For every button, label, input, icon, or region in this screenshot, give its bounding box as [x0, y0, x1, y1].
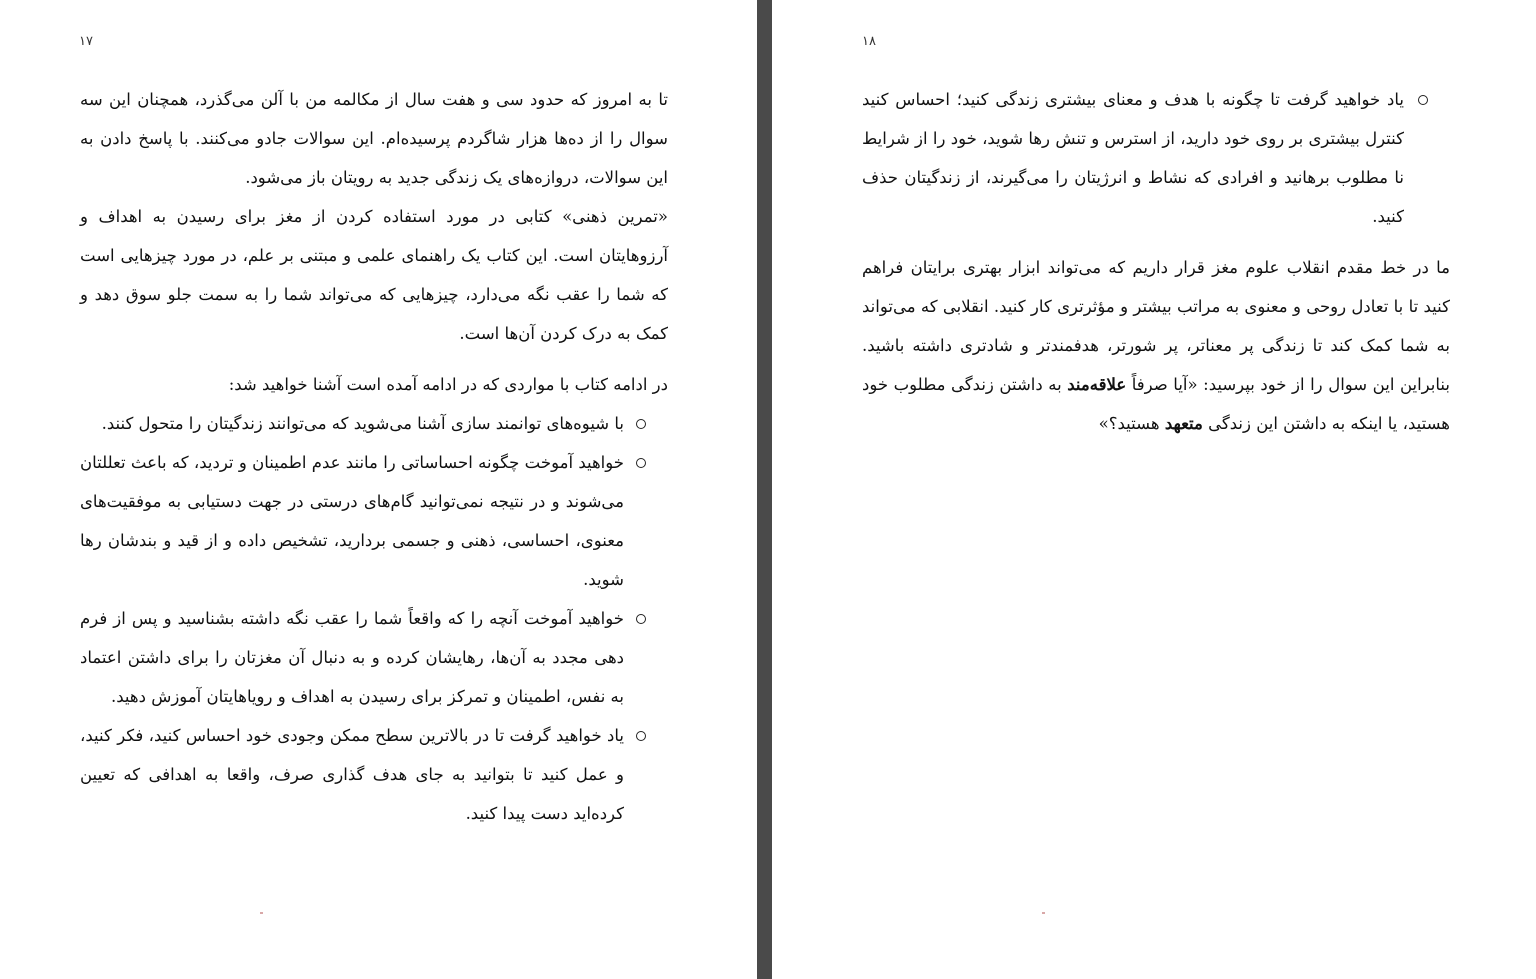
list-item-text: خواهید آموخت آنچه را که واقعاً شما را عقب نگه داشته بشناسید و پس از فرم دهی مجدد به آن‌ها، رهایشان کرده و به دنبال آن مغزتان را برای داشتن اعتماد به نفس، اطمینان و تمرکز برای رسیدن به اهداف و رویاهایتان آموزش دهید. [80, 609, 624, 706]
circle-bullet-icon [636, 458, 646, 468]
list-item-text: یاد خواهید گرفت تا چگونه با هدف و معنای بیشتری زندگی کنید؛ احساس کنید کنترل بیشتری بر روی خود دارید، از استرس و تنش رها شوید، خود را از شرایط نا مطلوب برهانید و افرادی که نشاط و انرژیتان را می‌گیرند، از زندگیتان حذف کنید. [862, 90, 1404, 226]
page-number-right: ۱۸ [862, 34, 876, 49]
footer-mark-left [260, 912, 263, 914]
paragraph-text-part-c: هستید؟» [1098, 414, 1160, 433]
circle-bullet-icon [636, 419, 646, 429]
page-number-left: ۱۷ [79, 34, 93, 49]
paragraph-list-intro: در ادامه کتاب با مواردی که در ادامه آمده است آشنا خواهید شد: [228, 375, 668, 394]
list-item [80, 404, 668, 443]
page-divider [757, 0, 772, 979]
bullet-list-right [862, 80, 1450, 236]
list-item [80, 443, 668, 599]
list-item [80, 599, 668, 716]
list-item [80, 716, 668, 833]
paragraph-book-description: «تمرین ذهنی» کتابی در مورد استفاده کردن از مغز برای رسیدن به اهداف و آرزوهایتان است. این کتاب یک راهنمای علمی و مبتنی بر علم، در مورد چیزهایی است که شما را عقب نگه می‌دارد، چیزهایی که می‌تواند شما را به سمت جلو سوق دهد و کمک به درک کردن آن‌ها است. [80, 207, 668, 343]
circle-bullet-icon [636, 614, 646, 624]
list-item-text: یاد خواهید گرفت تا در بالاترین سطح ممکن وجودی خود احساس کنید، فکر کنید، و عمل کنید تا بتوانید به جای هدف گذاری صرف، واقعا به اهدافی که تعیین کرده‌اید دست پیدا کنید. [80, 726, 624, 823]
circle-bullet-icon [1418, 95, 1428, 105]
bullet-list-left [80, 404, 668, 833]
paragraph-text-part-a: ما در خط مقدم انقلاب علوم مغز قرار داریم که می‌تواند ابزار بهتری برایتان فراهم کنید تا با تعادل روحی و معنوی به مراتب بیشتر و مؤثرتری کار کنید. انقلابی که می‌تواند به شما کمک کند تا زندگی پر معناتر، پر شورتر، هدفمندتر و شادتری داشته باشید. بنابراین این سوال را از خود بپرسید: «آیا صرفاً [862, 258, 1450, 394]
bold-word-committed: متعهد [1164, 414, 1203, 433]
list-item-text: با شیوه‌های توانمند سازی آشنا می‌شوید که می‌توانند زندگیتان را متحول کنند. [101, 414, 624, 433]
right-page-content [862, 80, 1450, 443]
footer-mark-right [1042, 912, 1045, 914]
paragraph-text-part-b: به داشتن زندگی مطلوب خود هستید، یا اینکه به داشتن این زندگی [862, 375, 1450, 433]
paragraph-intro-questions: تا به امروز که حدود سی و هفت سال از مکالمه من با آلن می‌گذرد، همچنان این سه سوال را از ده‌ها هزار شاگردم پرسیده‌ام. این سوالات جادو می‌کنند. با پاسخ دادن به این سوالات، دروازه‌های یک زندگی جدید به رویتان باز می‌شود. [80, 90, 668, 187]
list-item [862, 80, 1450, 236]
left-page-content [80, 80, 668, 833]
bold-word-interested: علاقه‌مند [1067, 375, 1127, 394]
list-item-text: خواهید آموخت چگونه احساساتی را مانند عدم اطمینان و تردید، که باعث تعللتان می‌شوند و در نتیجه نمی‌توانید گام‌های درستی در جهت دستیابی به موفقیت‌های معنوی، احساسی، ذهنی و جسمی بردارید، تشخیص داده و از قید و بندشان رها شوید. [80, 453, 624, 589]
circle-bullet-icon [636, 731, 646, 741]
paragraph-brain-revolution [862, 248, 1450, 443]
right-page [772, 0, 1536, 979]
left-page [0, 0, 757, 979]
